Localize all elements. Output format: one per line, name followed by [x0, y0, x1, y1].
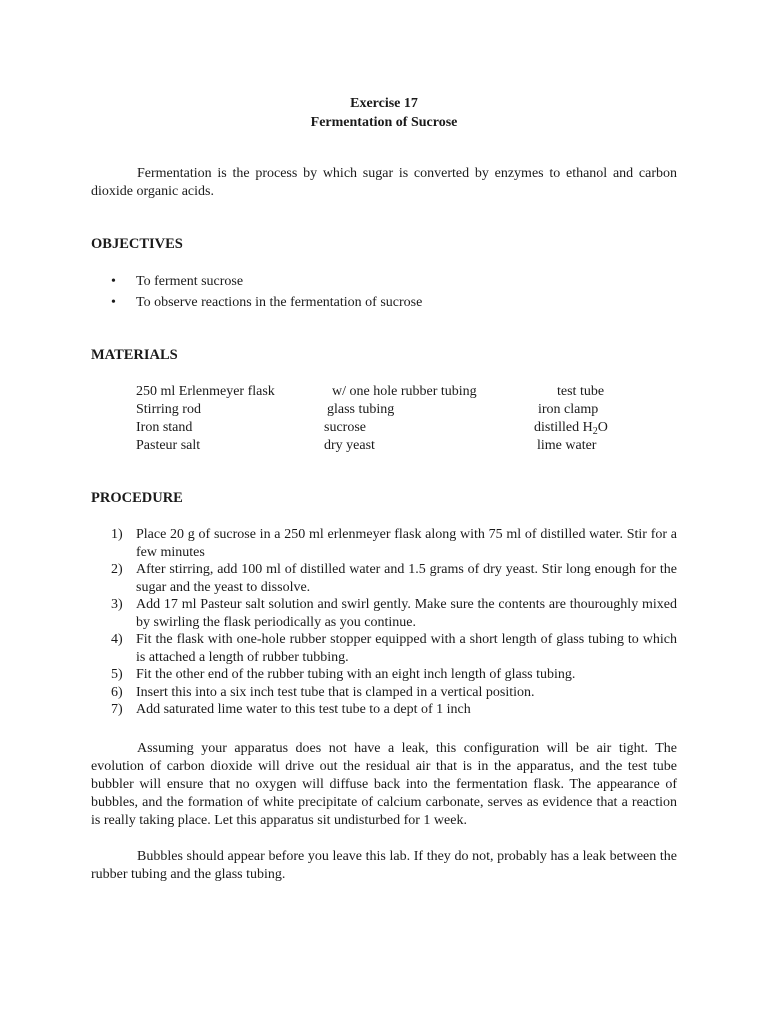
step-number: 4)	[111, 632, 123, 647]
list-item	[91, 273, 422, 294]
water-subscript: 2	[592, 426, 598, 437]
objective-text: To observe reactions in the fermentation of sucrose	[136, 295, 423, 310]
material-item: Iron stand	[136, 420, 193, 435]
exercise-number: Exercise 17	[350, 96, 418, 111]
step-text: Fit the flask with one-hole rubber stopper equipped with a short length of glass tubing to which is attached a length of rubber tubbing.	[136, 632, 677, 665]
material-item: glass tubing	[327, 402, 395, 417]
step-text: Add 17 ml Pasteur salt solution and swirl gently. Make sure the contents are thouroughly mixed by swirling the flask periodically as you continue.	[136, 597, 677, 630]
objective-text: To ferment sucrose	[136, 274, 244, 289]
list-item	[91, 684, 677, 702]
list-item	[91, 666, 677, 684]
procedure-list	[91, 526, 677, 719]
step-text: Place 20 g of sucrose in a 250 ml erlenmeyer flask along with 75 ml of distilled water. Stir for a few minutes	[136, 527, 677, 560]
step-number: 7)	[111, 702, 123, 717]
step-text: Fit the other end of the rubber tubing with an eight inch length of glass tubing.	[136, 667, 576, 682]
title-block	[0, 94, 768, 132]
material-item: w/ one hole rubber tubing	[332, 384, 477, 399]
step-number: 6)	[111, 684, 123, 700]
step-number: 5)	[111, 667, 123, 682]
closing-paragraph-1: Assuming your apparatus does not have a leak, this configuration will be air tight. The evolution of carbon dioxide will drive out the residual air that is in the apparatus, and the test tube bubbler will ensure that no oxygen will diffuse back into the fermentation flask. The appearance of bubbles, and the formation of white precipitate of calcium carbonate, serves as evidence that a reaction is really taking place. Let this apparatus sit undisturbed for 1 week.	[91, 741, 677, 828]
list-item	[91, 631, 677, 666]
intro-paragraph: Fermentation is the process by which sugar is converted by enzymes to ethanol and carbon dioxide organic acids.	[91, 166, 677, 199]
procedure-heading: PROCEDURE	[91, 490, 183, 506]
materials-table	[136, 383, 676, 455]
list-item	[91, 526, 677, 561]
water-tail: O	[597, 420, 608, 435]
step-text: Insert this into a six inch test tube that is clamped in a vertical position.	[136, 684, 535, 700]
list-item	[91, 561, 677, 596]
list-item	[91, 701, 677, 719]
list-item	[91, 294, 422, 315]
material-item: sucrose	[324, 420, 366, 435]
objectives-heading: OBJECTIVES	[91, 236, 183, 252]
material-item: Stirring rod	[136, 402, 201, 417]
material-item: iron clamp	[538, 402, 599, 417]
objectives-list	[91, 273, 422, 315]
step-number: 1)	[111, 527, 123, 542]
step-number: 3)	[111, 597, 123, 612]
step-text: Add saturated lime water to this test tube to a dept of 1 inch	[136, 702, 471, 717]
step-number: 2)	[111, 562, 123, 577]
material-item: dry yeast	[324, 438, 375, 453]
bullet-icon: •	[111, 274, 116, 289]
list-item	[91, 596, 677, 631]
materials-heading: MATERIALS	[91, 347, 178, 363]
bullet-icon: •	[111, 295, 116, 310]
water-label: distilled H	[534, 420, 593, 435]
exercise-title: Fermentation of Sucrose	[310, 115, 458, 130]
step-text: After stirring, add 100 ml of distilled water and 1.5 grams of dry yeast. Stir long enough for the sugar and the yeast to dissolve.	[136, 562, 677, 595]
material-item: Pasteur salt	[136, 438, 201, 453]
material-item: lime water	[537, 438, 597, 453]
material-item: test tube	[557, 384, 605, 399]
material-item: 250 ml Erlenmeyer flask	[136, 384, 275, 399]
closing-paragraph-2: Bubbles should appear before you leave this lab. If they do not, probably has a leak between the rubber tubing and the glass tubing.	[91, 849, 677, 882]
